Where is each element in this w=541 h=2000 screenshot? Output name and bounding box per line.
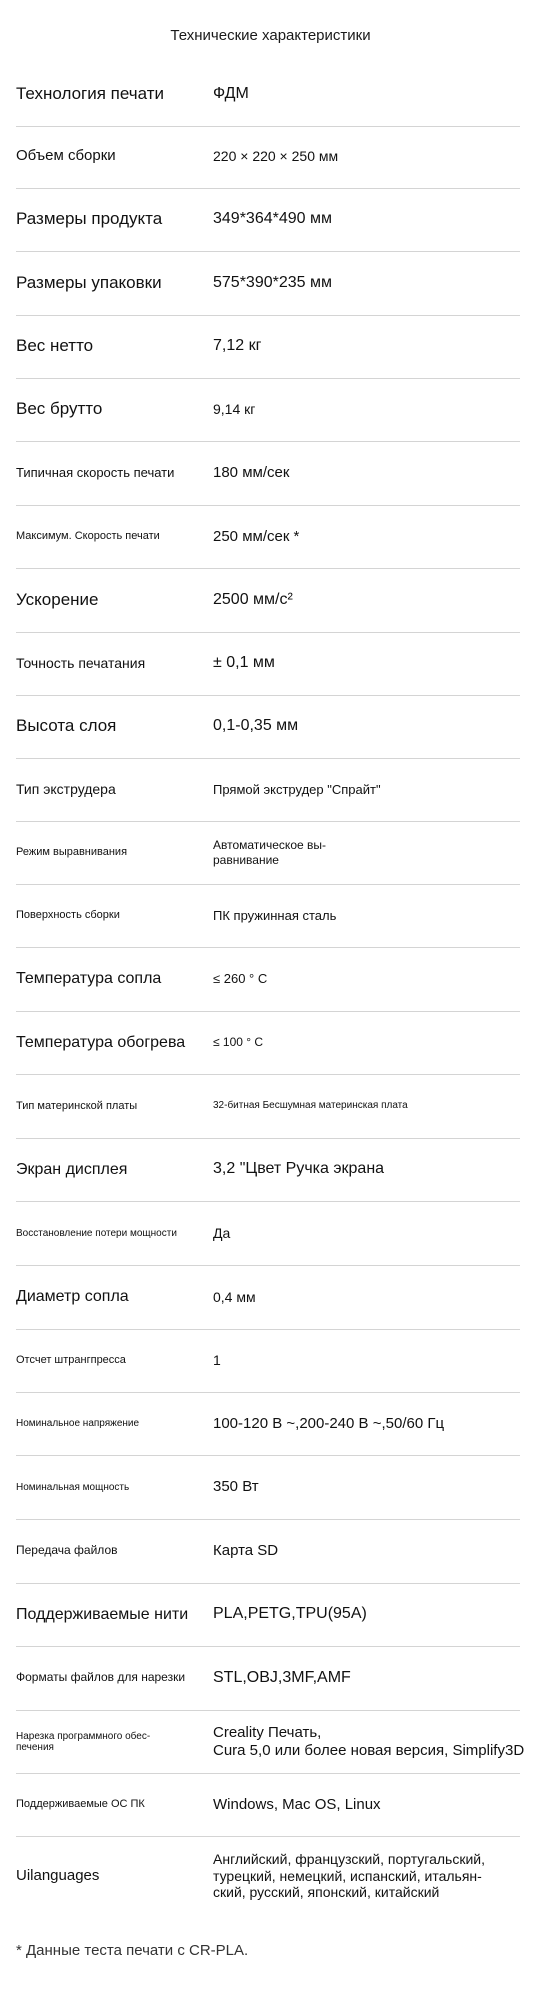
spec-row — [0, 1201, 541, 1265]
spec-row — [0, 505, 541, 568]
spec-label: Нарезка программного обес- печения — [16, 1730, 151, 1753]
spec-label: Типичная скорость печати — [16, 464, 175, 480]
spec-label: Диаметр сопла — [16, 1288, 129, 1306]
spec-row — [0, 1392, 541, 1455]
spec-row — [0, 1646, 541, 1710]
spec-row — [0, 1519, 541, 1583]
spec-value: 0,1-0,35 мм — [213, 717, 299, 735]
spec-value: 100-120 В ~,200-240 В ~,50/60 Гц — [213, 1414, 445, 1432]
spec-row — [0, 884, 541, 947]
spec-label: Восстановление потери мощности — [16, 1227, 177, 1239]
spec-value: ≤ 100 ° C — [213, 1035, 264, 1050]
spec-row — [0, 568, 541, 632]
spec-label: Максимум. Скорость печати — [16, 530, 160, 543]
spec-value: 7,12 кг — [213, 337, 262, 355]
spec-label: Передача файлов — [16, 1543, 118, 1558]
spec-label: Температура сопла — [16, 970, 162, 988]
spec-label: Точность печатания — [16, 654, 146, 671]
spec-value: PLA,PETG,TPU(95A) — [213, 1605, 367, 1623]
spec-value: ± 0,1 мм — [213, 654, 275, 672]
spec-row — [0, 1710, 541, 1773]
spec-label: Поддерживаемые ОС ПК — [16, 1798, 145, 1811]
spec-row — [0, 1455, 541, 1519]
spec-value: Creality Печать, Cura 5,0 или более новая версия, Simplify3D — [213, 1723, 525, 1759]
spec-label: Номинальная мощность — [16, 1481, 130, 1493]
spec-label: Режим выравнивания — [16, 846, 128, 859]
spec-row — [0, 1011, 541, 1074]
spec-row — [0, 695, 541, 758]
spec-value: Английский, французский, португальский, турецкий, немецкий, испанский, итальян- ский, русский, японский, китайский — [213, 1851, 485, 1901]
spec-value: 180 мм/сек — [213, 464, 290, 482]
spec-row — [0, 1836, 541, 1916]
spec-row — [0, 315, 541, 378]
spec-row — [0, 125, 541, 188]
spec-value: 1 — [213, 1352, 221, 1369]
spec-value: 575*390*235 мм — [213, 273, 332, 291]
spec-label: Высота слоя — [16, 716, 117, 736]
spec-value: 32-битная Бесшумная материнская плата — [213, 1100, 408, 1112]
spec-row — [0, 378, 541, 441]
spec-label: Размеры продукта — [16, 209, 163, 229]
spec-label: Поверхность сборки — [16, 909, 120, 922]
spec-value: 3,2 "Цвет Ручка экрана — [213, 1160, 385, 1178]
spec-value: 2500 мм/с² — [213, 590, 293, 608]
spec-row — [0, 1074, 541, 1138]
spec-value: 250 мм/сек * — [213, 527, 300, 545]
spec-value: Прямой экструдер "Спрайт" — [213, 781, 381, 797]
spec-label: Вес нетто — [16, 336, 94, 356]
spec-label: Номинальное напряжение — [16, 1418, 140, 1429]
spec-row — [0, 188, 541, 251]
spec-value: 9,14 кг — [213, 401, 256, 418]
spec-label: Форматы файлов для нарезки — [16, 1670, 186, 1685]
spec-label: Вес брутто — [16, 399, 103, 419]
spec-label: Тип материнской платы — [16, 1099, 138, 1112]
spec-row — [0, 1583, 541, 1646]
spec-row — [0, 1138, 541, 1201]
spec-label: Отсчет штрангпресса — [16, 1354, 126, 1367]
spec-row — [0, 821, 541, 884]
spec-label: Uilanguages — [16, 1866, 100, 1884]
spec-value: 0,4 мм — [213, 1288, 256, 1305]
spec-row — [0, 1329, 541, 1392]
footnote: * Данные теста печати с CR-PLA. — [16, 1942, 249, 1959]
spec-row — [0, 63, 541, 126]
spec-value: 220 × 220 × 250 мм — [213, 148, 339, 165]
spec-value: Карта SD — [213, 1542, 279, 1560]
spec-label: Ускорение — [16, 589, 99, 609]
spec-value: STL,OBJ,3MF,AMF — [213, 1668, 351, 1686]
spec-label: Поддерживаемые нити — [16, 1605, 189, 1623]
spec-row — [0, 947, 541, 1011]
page-title: Технические характеристики — [170, 27, 371, 44]
spec-value: ПК пружинная сталь — [213, 907, 337, 923]
spec-label: Объем сборки — [16, 147, 116, 165]
spec-label: Размеры упаковки — [16, 272, 162, 292]
spec-value: ФДМ — [213, 85, 249, 103]
spec-label: Технология печати — [16, 84, 164, 104]
spec-label: Экран дисплея — [16, 1160, 128, 1178]
spec-row — [0, 251, 541, 315]
spec-row — [0, 441, 541, 505]
spec-row — [0, 758, 541, 821]
spec-value: 349*364*490 мм — [213, 210, 332, 228]
spec-value: ≤ 260 ° C — [213, 971, 268, 987]
spec-label: Температура обогрева — [16, 1033, 186, 1051]
spec-row — [0, 632, 541, 695]
spec-value: Автоматическое вы- равнивание — [213, 838, 326, 867]
spec-label: Тип экструдера — [16, 780, 116, 797]
spec-value: 350 Вт — [213, 1478, 259, 1496]
spec-value: Да — [213, 1224, 231, 1241]
spec-row — [0, 1773, 541, 1836]
spec-value: Windows, Mac OS, Linux — [213, 1795, 381, 1813]
spec-row — [0, 1265, 541, 1329]
